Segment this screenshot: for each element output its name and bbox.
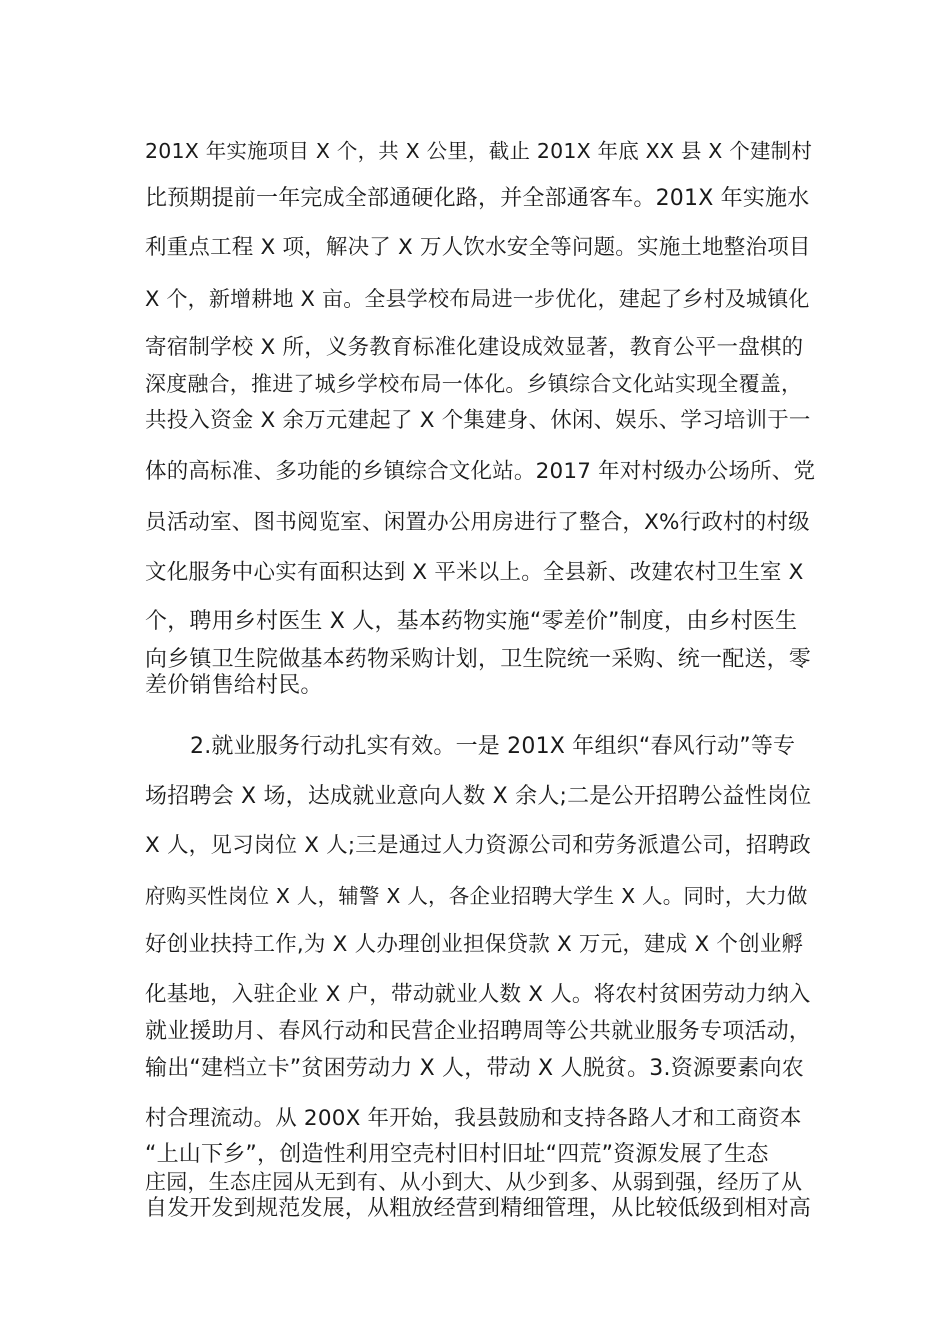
text-line: 201X 年实施项目 X 个，共 X 公里，截止 201X 年底 XX 县 X 个建制村 xyxy=(145,139,813,163)
text-line: 比预期提前一年完成全部通硬化路，并全部通客车。201X 年实施水 xyxy=(145,186,810,211)
text-line: 好创业扶持工作,为 X 人办理创业担保贷款 X 万元，建成 X 个创业孵 xyxy=(145,932,804,957)
text-line: 体的高标准、多功能的乡镇综合文化站。2017 年对村级办公场所、党 xyxy=(145,459,816,484)
text-line: 差价销售给村民。 xyxy=(145,673,323,698)
text-line: 文化服务中心实有面积达到 X 平米以上。全县新、改建农村卫生室 X xyxy=(145,560,804,585)
text-line: 就业援助月、春风行动和民营企业招聘周等公共就业服务专项活动， xyxy=(145,1019,812,1044)
text-line: 自发开发到规范发展，从粗放经营到精细管理，从比较低级到相对高 xyxy=(145,1196,812,1221)
text-line: 府购买性岗位 X 人，辅警 X 人，各企业招聘大学生 X 人。同时，大力做 xyxy=(145,884,808,908)
text-line: 深度融合，推进了城乡学校布局一体化。乡镇综合文化站实现全覆盖， xyxy=(145,372,803,396)
text-line: X 个，新增耕地 X 亩。全县学校布局进一步优化，建起了乡村及城镇化 xyxy=(145,287,810,311)
text-line: X 人，见习岗位 X 人;三是通过人力资源公司和劳务派遣公司，招聘政 xyxy=(145,833,812,858)
text-line: 个，聘用乡村医生 X 人，基本药物实施“零差价”制度，由乡村医生 xyxy=(145,609,798,634)
text-line: 寄宿制学校 X 所，义务教育标准化建设成效显著，教育公平一盘棋的 xyxy=(145,335,804,360)
text-line: 共投入资金 X 余万元建起了 X 个集建身、休闲、娱乐、学习培训于一 xyxy=(145,408,811,433)
text-line: “上山下乡”，创造性利用空壳村旧村旧址“四荒”资源发展了生态 xyxy=(145,1142,769,1167)
paragraph-first-line: 2.就业服务行动扎实有效。一是 201X 年组织“春风行动”等专 xyxy=(190,734,796,759)
text-line: 村合理流动。从 200X 年开始，我县鼓励和支持各路人才和工商资本 xyxy=(145,1106,802,1131)
text-line: 向乡镇卫生院做基本药物采购计划，卫生院统一采购、统一配送，零 xyxy=(145,647,812,672)
text-line: 输出“建档立卡”贫困劳动力 X 人，带动 X 人脱贫。3.资源要素向农 xyxy=(145,1056,804,1081)
text-line: 利重点工程 X 项，解决了 X 万人饮水安全等问题。实施土地整治项目 xyxy=(145,235,811,260)
text-line: 场招聘会 X 场，达成就业意向人数 X 余人;二是公开招聘公益性岗位 xyxy=(145,784,812,809)
text-line: 化基地，入驻企业 X 户，带动就业人数 X 人。将农村贫困劳动力纳入 xyxy=(145,982,811,1007)
text-line: 庄园，生态庄园从无到有、从小到大、从少到多、从弱到强，经历了从 xyxy=(145,1170,803,1194)
text-line: 员活动室、图书阅览室、闲置办公用房进行了整合，X%行政村的村级 xyxy=(145,510,810,535)
